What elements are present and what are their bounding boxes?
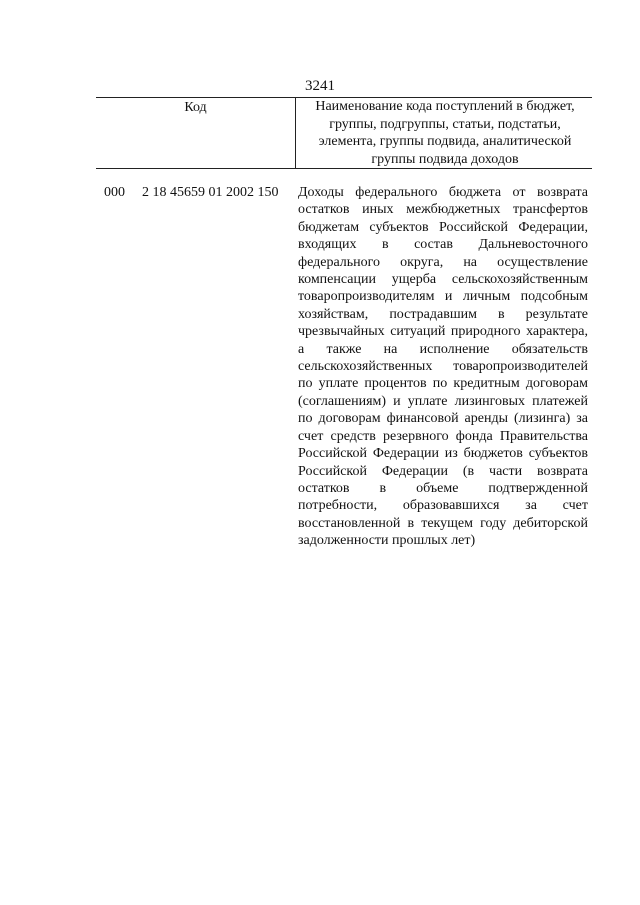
header-name-label: Наименование кода поступлений в бюджет, группы, подгруппы, статьи, подстатьи, элемента, группы подвида, аналитической группы подвида доходов	[315, 99, 575, 167]
table-header	[96, 97, 592, 169]
row-code: 2 18 45659 01 2002 150	[142, 185, 279, 200]
header-code-label: Код	[96, 98, 296, 169]
row-description: Доходы федерального бюджета от возврата остатков иных межбюджетных трансфертов бюджетам субъектов Российской Федерации, входящих в состав Дальневосточного федерального округа, на осуществление компенсации ущерба сельскохозяйственным товаропроизводителям и личным подсобным хозяйствам, пострадавшим в результате чрезвычайных ситуаций природного характера, а также на исполнение обязательств сельскохозяйственных товаропроизводителей по уплате процентов по кредитным договорам (соглашениям) и уплате лизинговых платежей по договорам финансовой аренды (лизинга) за счет средств резервного фонда Правительства Российской Федерации из бюджетов субъектов Российской Федерации (в части возврата остатков в объеме подтвержденной потребности, образовавшихся за счет восстановленной в текущем году дебиторской задолженности прошлых лет)	[298, 185, 588, 549]
page-number: 3241	[305, 78, 335, 94]
row-code-prefix: 000	[104, 185, 125, 200]
